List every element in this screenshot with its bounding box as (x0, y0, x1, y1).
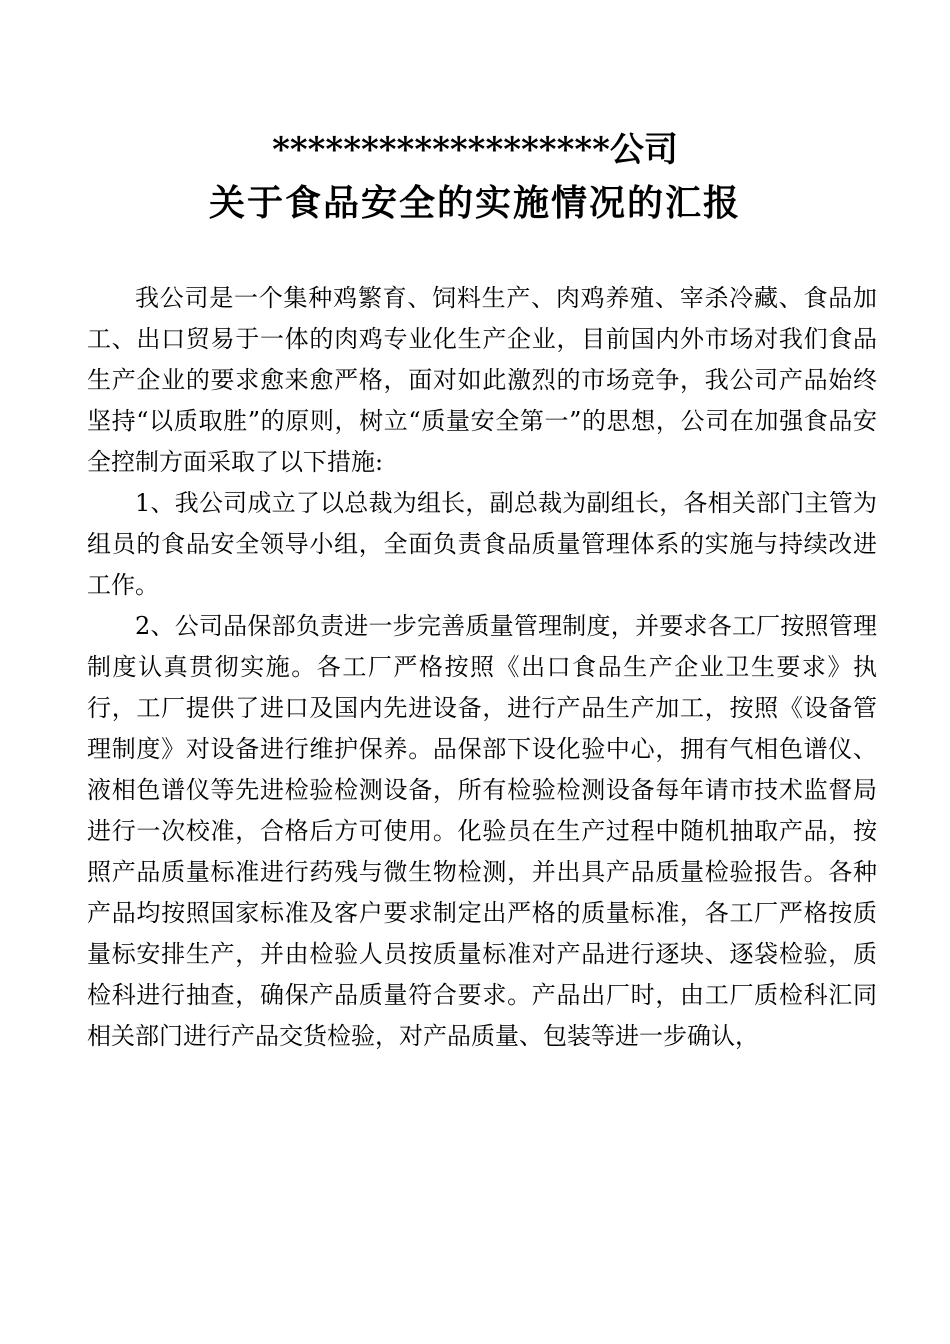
report-title: 关于食品安全的实施情况的汇报 (208, 182, 741, 224)
document-body (87, 278, 877, 1057)
paragraph-item-2: 2、公司品保部负责进一步完善质量管理制度，并要求各工厂按照管理制度认真贯彻实施。各工厂严格按照《出口食品生产企业卫生要求》执行，工厂提供了进口及国内先进设备，进行产品生产加工，按照《设备管理制度》对设备进行维护保养。品保部下设化验中心，拥有气相色谱仪、液相色谱仪等先进检验检测设备，所有检验检测设备每年请市技术监督局进行一次校准，合格后方可使用。化验员在生产过程中随机抽取产品，按照产品质量标准进行药残与微生物检测，并出具产品质量检验报告。各种产品均按照国家标准及客户要求制定出严格的质量标准，各工厂严格按质量标安排生产，并由检验人员按质量标准对产品进行逐块、逐袋检验，质检科进行抽查，确保产品质量符合要求。产品出厂时，由工厂质检科汇同相关部门进行产品交货检验，对产品质量、包装等进一步确认， (87, 612, 877, 1050)
paragraph-item-1: 1、我公司成立了以总裁为组长，副总裁为副组长，各相关部门主管为组员的食品安全领导小组，全面负责食品质量管理体系的实施与持续改进工作。 (87, 489, 877, 599)
paragraph-intro: 我公司是一个集种鸡繁育、饲料生产、肉鸡养殖、宰杀冷藏、食品加工、出口贸易于一体的肉鸡专业化生产企业，目前国内外市场对我们食品生产企业的要求愈来愈严格，面对如此激烈的市场竞争，我公司产品始终坚持“以质取胜”的原则，树立“质量安全第一”的思想，公司在加强食品安全控制方面采取了以下措施: (87, 284, 877, 476)
company-title: *******************公司 (272, 130, 678, 170)
